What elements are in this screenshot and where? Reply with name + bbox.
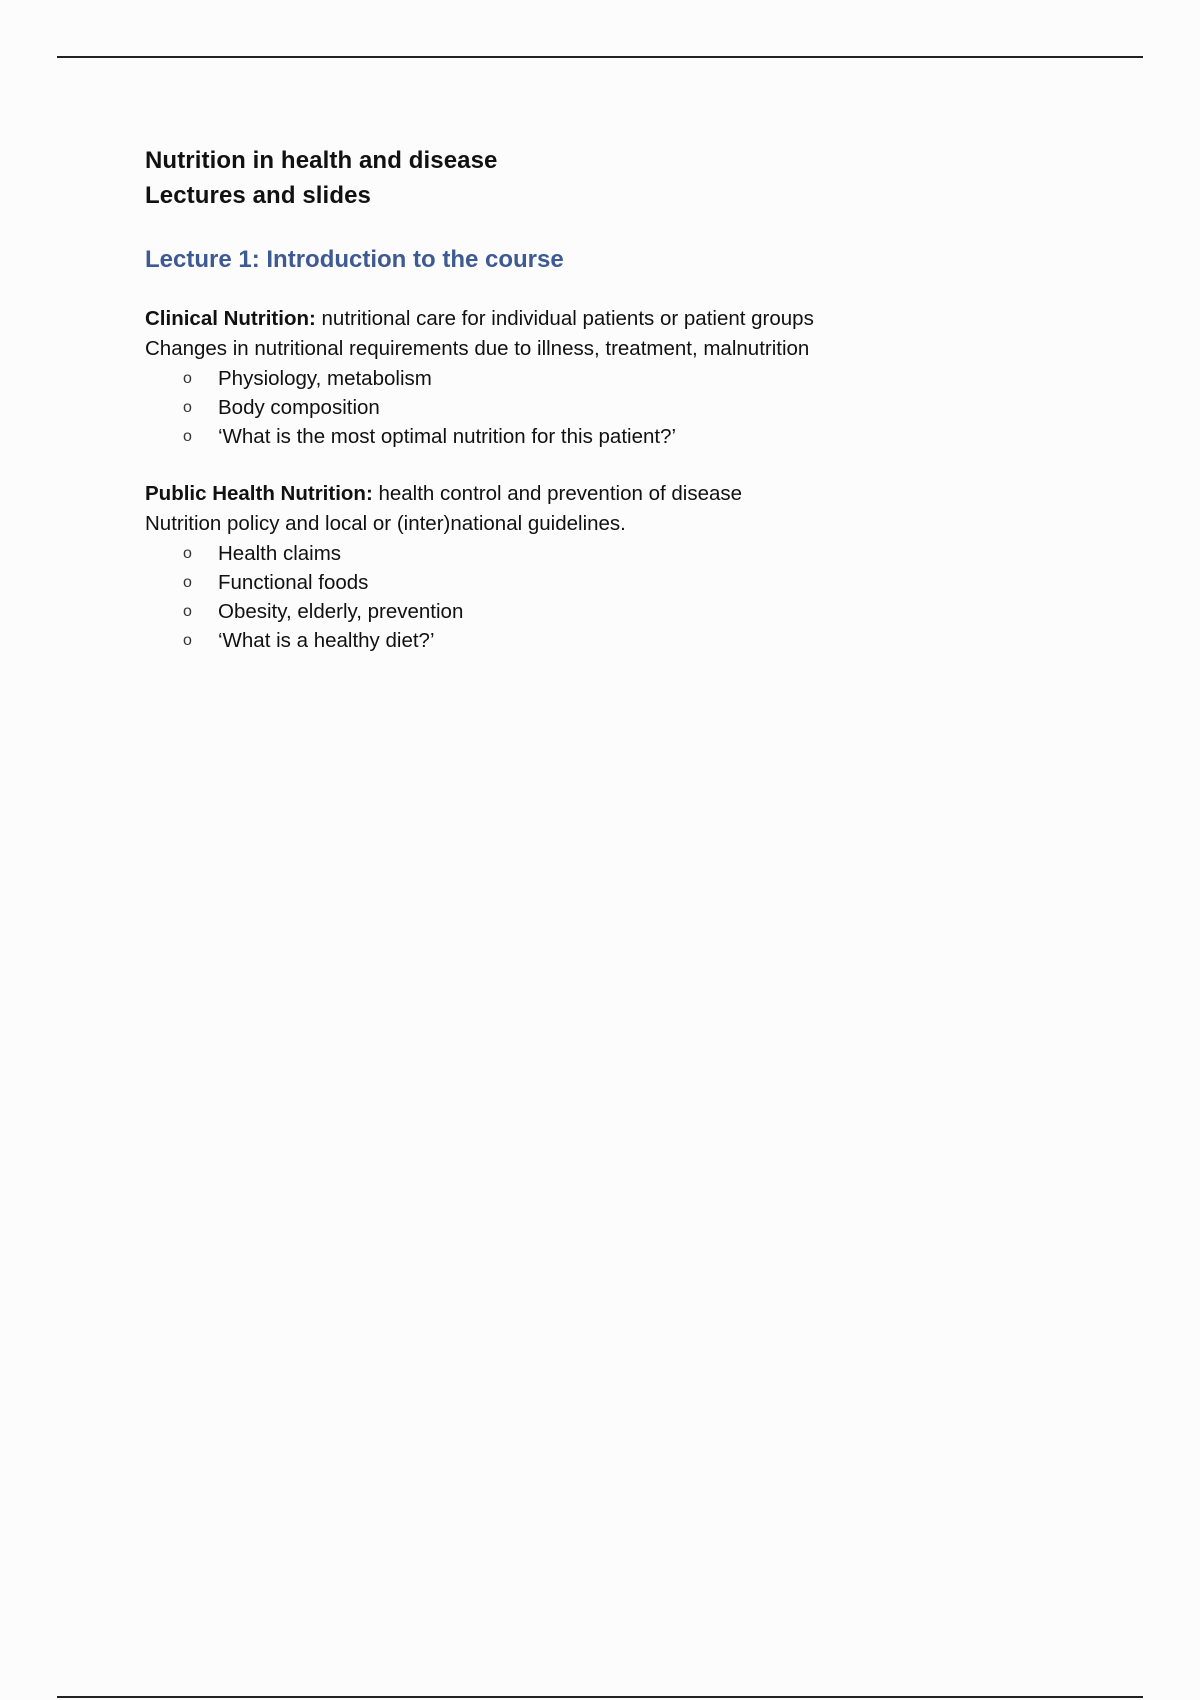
section-definition [145,479,1105,509]
list-item-text: Physiology, metabolism [218,367,432,390]
list-item-text: ‘What is the most optimal nutrition for this patient?’ [218,425,677,448]
list-item [145,539,1105,568]
circle-bullet-icon: o [183,399,192,416]
document-subtitle: Lectures and slides [145,182,371,209]
section-definition-text: nutritional care for individual patients or patient groups [315,307,814,330]
list-item-text: Health claims [218,542,342,565]
circle-bullet-icon: o [183,603,192,620]
page-top-rule [57,56,1143,58]
section-definition [145,304,1105,334]
list-item-text: Obesity, elderly, prevention [218,600,464,623]
lecture-heading: Lecture 1: Introduction to the course [145,246,564,273]
circle-bullet-icon: o [183,574,192,591]
document-title: Nutrition in health and disease [145,147,498,174]
document-body [145,143,1105,655]
list-item-text: Body composition [218,396,380,419]
list-item [145,422,1105,451]
list-item-text: ‘What is a healthy diet?’ [218,629,435,652]
section-term: Clinical Nutrition: [145,307,316,330]
page-bottom-rule [57,1696,1143,1698]
list-item [145,568,1105,597]
list-item [145,597,1105,626]
list-item [145,364,1105,393]
section-term: Public Health Nutrition: [145,482,373,505]
section-definition-text: health control and prevention of disease [372,482,743,505]
section-clinical-nutrition [145,304,1105,451]
section-public-health-nutrition [145,479,1105,655]
circle-bullet-icon: o [183,428,192,445]
bullet-list [145,539,1105,655]
bullet-list [145,364,1105,451]
circle-bullet-icon: o [183,632,192,649]
circle-bullet-icon: o [183,545,192,562]
section-description: Changes in nutritional requirements due to illness, treatment, malnutrition [145,337,810,360]
circle-bullet-icon: o [183,370,192,387]
list-item [145,393,1105,422]
list-item-text: Functional foods [218,571,369,594]
list-item [145,626,1105,655]
section-description: Nutrition policy and local or (inter)national guidelines. [145,512,626,535]
